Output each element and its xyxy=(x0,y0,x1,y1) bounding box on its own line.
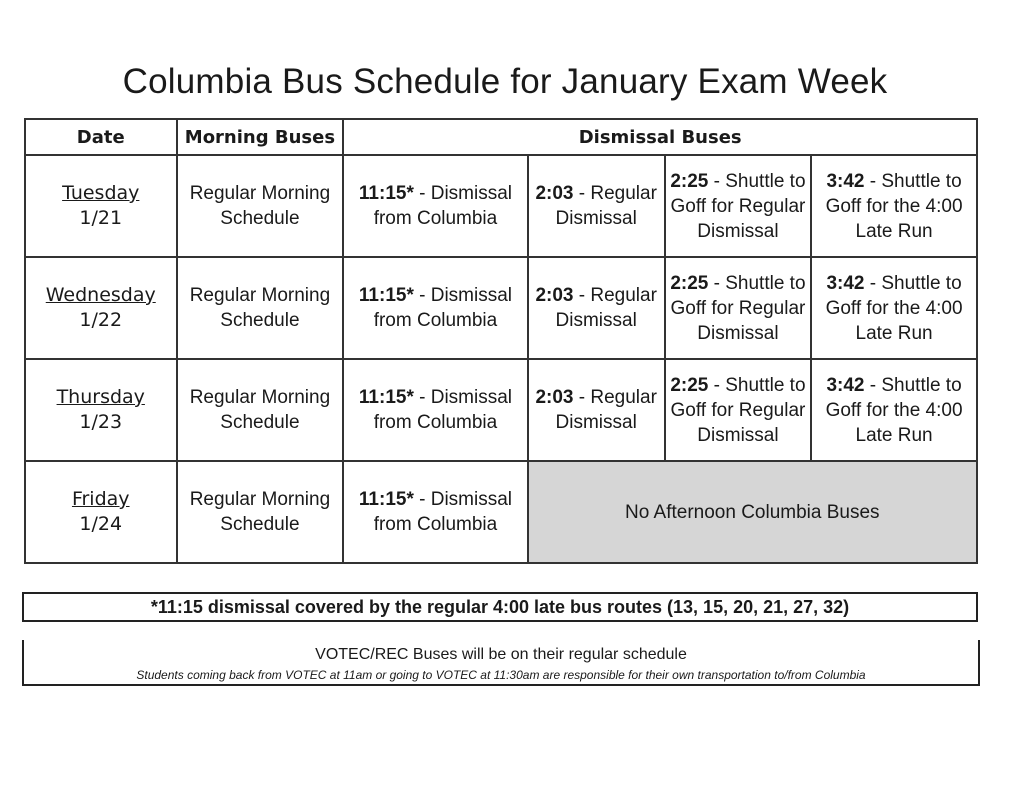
day-name: Friday xyxy=(71,488,130,510)
time-label: 2:03 xyxy=(535,285,574,306)
morning-cell: Regular Morning Schedule xyxy=(177,257,344,359)
dismissal-text: - Shuttle to Goff for the 4:00 Late Run xyxy=(825,374,963,446)
time-label: 2:03 xyxy=(535,183,574,204)
date-cell xyxy=(25,461,177,563)
dismissal-1115-cell xyxy=(343,155,527,257)
dismissal-text: - Dismissal from Columbia xyxy=(373,489,513,535)
table-row xyxy=(25,155,977,257)
header-morning-buses: Morning Buses xyxy=(177,119,344,155)
time-label: 2:03 xyxy=(535,387,574,408)
dismissal-text: - Shuttle to Goff for Regular Dismissal xyxy=(670,170,806,242)
time-label: 2:25 xyxy=(670,170,709,192)
dismissal-text: - Dismissal from Columbia xyxy=(373,387,513,433)
footnote-box: *11:15 dismissal covered by the regular 4:00 late bus routes (13, 15, 20, 21, 27, 32) xyxy=(22,592,978,622)
table-row xyxy=(25,359,977,461)
dismissal-225-cell xyxy=(665,257,811,359)
dismissal-text: - Shuttle to Goff for Regular Dismissal xyxy=(670,272,806,344)
dismissal-text: - Dismissal from Columbia xyxy=(373,285,513,331)
dismissal-text: - Shuttle to Goff for the 4:00 Late Run xyxy=(825,272,963,344)
dismissal-text: - Regular Dismissal xyxy=(555,285,657,331)
dismissal-text: - Shuttle to Goff for Regular Dismissal xyxy=(670,374,806,446)
day-date: 1/22 xyxy=(79,309,123,331)
date-cell xyxy=(25,359,177,461)
day-date: 1/23 xyxy=(79,411,123,433)
dismissal-203-cell xyxy=(528,155,665,257)
no-afternoon-buses-cell: No Afternoon Columbia Buses xyxy=(528,461,977,563)
dismissal-342-cell xyxy=(811,155,977,257)
header-dismissal-buses: Dismissal Buses xyxy=(343,119,977,155)
time-label: 11:15* xyxy=(358,489,414,510)
table-row xyxy=(25,257,977,359)
dismissal-225-cell xyxy=(665,359,811,461)
day-name: Wednesday xyxy=(45,284,156,306)
date-cell xyxy=(25,257,177,359)
dismissal-1115-cell xyxy=(343,359,527,461)
date-cell xyxy=(25,155,177,257)
dismissal-225-cell xyxy=(665,155,811,257)
time-label: 3:42 xyxy=(826,170,865,192)
dismissal-203-cell xyxy=(528,257,665,359)
dismissal-text: - Regular Dismissal xyxy=(555,387,657,433)
dismissal-text: - Regular Dismissal xyxy=(555,183,657,229)
votec-transport-note: Students coming back from VOTEC at 11am or going to VOTEC at 11:30am are responsible for their own transportation to/from Columbia xyxy=(136,668,866,682)
day-date: 1/21 xyxy=(79,207,123,229)
dismissal-1115-cell xyxy=(343,257,527,359)
morning-cell: Regular Morning Schedule xyxy=(177,155,344,257)
header-row xyxy=(25,119,977,155)
dismissal-342-cell xyxy=(811,257,977,359)
time-label: 3:42 xyxy=(826,272,865,294)
page-title: Columbia Bus Schedule for January Exam Week xyxy=(122,62,888,101)
time-label: 11:15* xyxy=(358,387,414,408)
votec-notice: VOTEC/REC Buses will be on their regular schedule xyxy=(315,646,687,663)
dismissal-text: - Dismissal from Columbia xyxy=(373,183,513,229)
day-name: Tuesday xyxy=(62,182,140,204)
time-label: 11:15* xyxy=(358,183,414,204)
day-date: 1/24 xyxy=(79,513,123,535)
dismissal-203-cell xyxy=(528,359,665,461)
bus-schedule-table xyxy=(24,118,978,564)
votec-notice-box xyxy=(22,640,980,686)
morning-cell: Regular Morning Schedule xyxy=(177,461,344,563)
dismissal-342-cell xyxy=(811,359,977,461)
table-row xyxy=(25,461,977,563)
time-label: 11:15* xyxy=(358,285,414,306)
time-label: 2:25 xyxy=(670,374,709,396)
dismissal-text: - Shuttle to Goff for the 4:00 Late Run xyxy=(825,170,963,242)
time-label: 2:25 xyxy=(670,272,709,294)
day-name: Thursday xyxy=(56,386,145,408)
time-label: 3:42 xyxy=(826,374,865,396)
morning-cell: Regular Morning Schedule xyxy=(177,359,344,461)
dismissal-1115-cell xyxy=(343,461,527,563)
header-date: Date xyxy=(25,119,177,155)
